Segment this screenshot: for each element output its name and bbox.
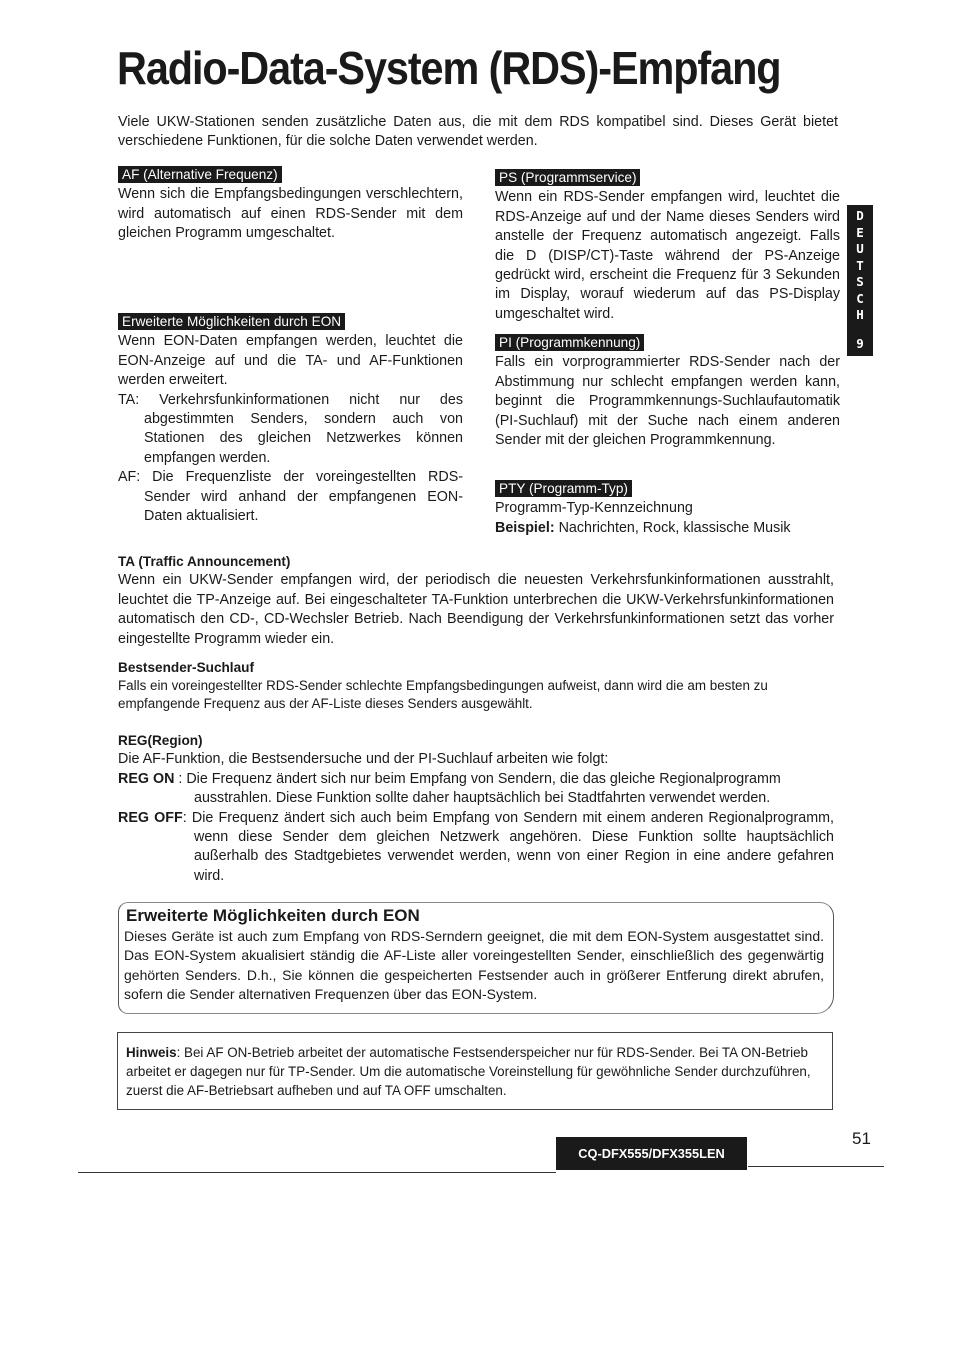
section-eon — [118, 313, 463, 526]
reg-on-label: REG ON — [118, 770, 175, 787]
eon-box-title: Erweiterte Möglichkeiten durch EON — [126, 906, 420, 925]
section-reg — [118, 731, 834, 886]
tab-letter: H — [856, 307, 864, 322]
best-heading: Bestsender-Suchlauf — [118, 660, 254, 675]
page-number: 51 — [852, 1129, 871, 1148]
tab-letter: T — [856, 257, 864, 273]
section-af — [118, 166, 463, 244]
eon-box-text: Dieses Geräte ist auch zum Empfang von RDS-Serndern geeignet, die mit dem EON-System ausgestattet sind. Das EON-System akualisiert ständig die AF-Liste aller voreingestellten Sender, einschließlich des gegenwärtig gehörten Senders. D.h., Sie können die gespeicherten Festsender auch in größerer Entferung direkt abrufen, sofern die Sender alternativen Frequenzen über das EON-System. — [124, 928, 824, 1002]
footer-rule-right — [748, 1166, 884, 1167]
tab-letter: S — [856, 274, 864, 289]
section-bestsender — [118, 658, 834, 712]
reg-off — [118, 809, 834, 887]
eon-label: Erweiterte Möglichkeiten durch EON — [118, 313, 345, 330]
reg-on-text: : Die Frequenz ändert sich nur beim Empfang von Sendern, die das gleiche Regionalprogramm ausstrahlen. Diese Funktion sollte daher hauptsächlich bei Stadtfahrten verwendet werden. — [174, 770, 781, 807]
eon-text: Wenn EON-Daten empfangen werden, leuchtet die EON-Anzeige auf und die TA- und AF-Funktionen werden erweitert. — [118, 333, 463, 389]
af-text: Wenn sich die Empfangsbedingungen verschlechtern, wird automatisch auf einen RDS-Sender mit dem gleichen Programm umgeschaltet. — [118, 186, 463, 242]
af-label: AF (Alternative Frequenz) — [118, 166, 282, 183]
reg-on — [118, 770, 834, 809]
section-pi — [495, 334, 840, 450]
pty-example-label: Beispiel: — [495, 519, 555, 536]
hint-text — [126, 1044, 826, 1100]
reg-off-text: : Die Frequenz ändert sich auch beim Empfang von Sendern mit einem anderen Regionalprogramm, wenn diese Sender dem gleichen Netzwerk angehören. Diese Funktion sollte hauptsächlich außerhalb des Stadtgebietes verwendet werden, wenn von einer Region in eine andere gefahren wird. — [182, 809, 834, 884]
footer-rule-left — [78, 1172, 556, 1173]
pi-label: PI (Programmkennung) — [495, 334, 644, 351]
model-badge: CQ-DFX555/DFX355LEN — [556, 1137, 747, 1170]
tab-letter: C — [856, 290, 864, 306]
reg-intro: Die AF-Funktion, die Bestsendersuche und der PI-Suchlauf arbeiten wie folgt: — [118, 751, 609, 768]
tab-letter: U — [856, 241, 864, 256]
eon-ta-text: TA: Verkehrsfunkinformationen nicht nur des abgestimmten Senders, sondern auch von Stationen des gleichen Netzwerkes können empfangen werden. — [118, 391, 463, 466]
eon-af-text: AF: Die Frequenzliste der voreingestellten RDS-Sender wird anhand der empfangenen EON-Daten aktualisiert. — [118, 469, 463, 525]
pty-example-text: Nachrichten, Rock, klassische Musik — [554, 519, 791, 536]
best-text: Falls ein voreingestellter RDS-Sender schlechte Empfangsbedingungen aufweist, dann wird die am besten zu empfangende Frequenz aus der AF-Liste dieses Senders ausgewählt. — [118, 678, 768, 711]
pty-text: Programm-Typ-Kennzeichnung — [495, 500, 693, 517]
hint-body: : Bei AF ON-Betrieb arbeitet der automatische Festsenderspeicher nur für RDS-Sender. Bei TA ON-Betrieb arbeitet er dagegen nur für TP-Sender. Um die automatische Voreinstellung für gewöhnliche Sender durchzuführen, zuerst die AF-Betriebsart aufheben und auf TA OFF umschalten. — [126, 1045, 811, 1098]
pi-text: Falls ein vorprogrammierter RDS-Sender nach der Abstimmung nur schlecht empfangen werden kann, beginnt die Programmkennungs-Suchlaufautomatik (PI-Suchlauf) mit der Suche nach einem anderen Sender mit der gleichen Programmkennung. — [495, 354, 840, 449]
section-ps — [495, 169, 840, 324]
section-ta — [118, 552, 834, 649]
tab-number: 9 — [856, 335, 864, 351]
pty-example — [495, 519, 840, 538]
tab-letter: E — [856, 224, 864, 240]
ps-label: PS (Programmservice) — [495, 169, 640, 186]
section-pty — [495, 480, 840, 538]
ps-text: Wenn ein RDS-Sender empfangen wird, leuchtet die RDS-Anzeige auf und der Name dieses Senders wird anstelle der Frequenz automatisch angezeigt. Falls die D (DISP/CT)-Taste während der PS-Anzeige gedrückt wird, erscheint die Frequenz für 3 Sekunden im Display, worauf wiederum auf das PS-Display umgeschaltet wird. — [495, 189, 840, 322]
language-tab — [847, 205, 873, 356]
ta-heading: TA (Traffic Announcement) — [118, 554, 291, 569]
hint-label: Hinweis — [126, 1045, 177, 1060]
reg-heading: REG(Region) — [118, 733, 203, 748]
reg-off-label: REG OFF — [118, 809, 183, 826]
ta-text: Wenn ein UKW-Sender empfangen wird, der periodisch die neuesten Verkehrsfunkinformationen ausstrahlt, leuchtet die TP-Anzeige auf. Bei eingeschalteter TA-Funktion unterbrechen die UKW-Verkehrsfunkinformationen automatisch den CD-, CD-Wechsler Betrieb. Nach Beendigung der Verkehrsfunkinformationen setzt das vorher eingestellte Programm wieder ein. — [118, 572, 834, 647]
intro-text: Viele UKW-Stationen senden zusätzliche Daten aus, die mit dem RDS kompatibel sind. Dieses Gerät bietet verschiedene Funktionen, für die solche Daten verwendet werden. — [118, 114, 838, 150]
page-title: Radio-Data-System (RDS)-Empfang — [117, 42, 781, 94]
pty-label: PTY (Programm-Typ) — [495, 480, 632, 497]
tab-letter: D — [856, 208, 864, 223]
